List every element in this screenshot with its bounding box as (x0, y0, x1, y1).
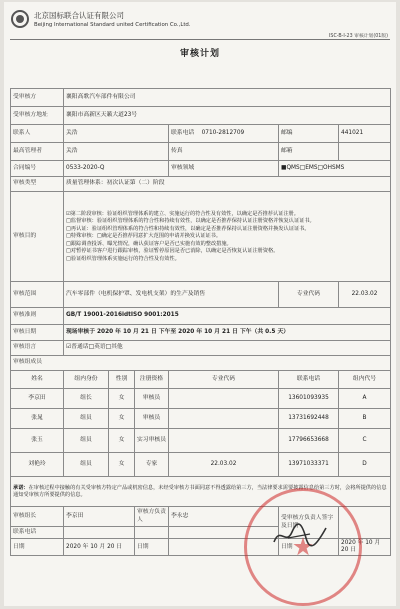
audit-type-label: 审核类型 (11, 177, 64, 192)
audit-plan-table (10, 88, 391, 556)
member-code (169, 409, 279, 429)
table-row (11, 389, 391, 409)
member-name: 张晁 (11, 409, 64, 429)
leader-label: 审核组长 (11, 507, 64, 527)
row-manager (11, 143, 391, 161)
company-logo-icon (11, 10, 29, 28)
audit-type-value: 质量管理体系：初次认证第（二）阶段 (64, 177, 391, 192)
member-phone: 17796653668 (279, 429, 339, 453)
contract-value: 0533-2020-Q (64, 161, 169, 177)
manager-value: 关浩 (64, 143, 169, 161)
table-row (11, 453, 391, 477)
row-audit-type (11, 177, 391, 192)
member-sex: 女 (109, 389, 135, 409)
contract-label: 合同编号 (11, 161, 64, 177)
purpose-item: □跟踪调查投诉、曝光情况，确认获证客户是否已实施有效的整改措施。 (66, 240, 232, 247)
member-sex: 女 (109, 453, 135, 477)
member-qual: 审核员 (135, 389, 169, 409)
auditee-label: 受审核方 (11, 89, 64, 107)
member-sex: 女 (109, 409, 135, 429)
address-value: 襄阳市高新区天籁大道23号 (64, 107, 391, 125)
purpose-item: □特殊审核：□确定是否推荐同意扩大范围的申请并换发认证证书。 (66, 233, 222, 240)
zip-value: 441021 (339, 125, 391, 143)
member-code (169, 429, 279, 453)
email-value (339, 143, 391, 161)
criteria-label: 审核准则 (11, 308, 64, 325)
phone-label (169, 125, 279, 143)
document-title: 审核计划 (179, 49, 220, 59)
purpose-label: 审核目的 (11, 192, 64, 282)
email-label: 邮箱 (279, 143, 339, 161)
date-label-2: 日期 (135, 539, 169, 556)
row-address (11, 107, 391, 125)
date-value-1: 2020 年 10 月 20 日 (64, 539, 135, 556)
language-value: ☑普通话□英语□其他 (64, 341, 391, 356)
member-role: 组员 (64, 453, 109, 477)
row-contract (11, 161, 391, 177)
purpose-item: □对暂停证书客户进行跟踪审核，验证暂停原因是否已消除，以确定是否恢复认证注册资格。 (66, 248, 279, 255)
member-phone: 13971033371 (279, 453, 339, 477)
contact-label: 联系人 (11, 125, 64, 143)
commitment-body: 在审核过程中接触的有关受审核方特定产品或机密信息，未经受审核方书面同意不得透露给第三方，当法律要求需要披露信息给第三方时，会将所提供的信息通知受审核方所要提供的信息。 (13, 485, 387, 498)
table-row (11, 409, 391, 429)
purpose-item: ☑第二阶段审核：验证组织管理体系的建立、实施运行的符合性及有效性，以确定是否推荐认证注册。 (66, 210, 299, 217)
team-header-cell: 联系电话 (279, 371, 339, 389)
scope-value: 汽车零部件（电机保护罩、发电机支架）的生产及销售 (64, 282, 279, 308)
manager-label: 最高管理者 (11, 143, 64, 161)
date-value-2: 2020 年 10 月 20 日 (339, 539, 391, 556)
phone-value: 0710-2812709 (201, 129, 245, 136)
member-code (169, 389, 279, 409)
team-header-cell: 性别 (109, 371, 135, 389)
phone-label-text: 联系电话 (171, 129, 195, 136)
member-tag: A (339, 389, 391, 409)
contact-value: 关浩 (64, 125, 169, 143)
handwritten-signature (270, 520, 330, 550)
member-tag: B (339, 409, 391, 429)
org-name-en: Beijing International Standard united Certification Co.,Ltd. (34, 22, 191, 28)
team-header-row (11, 371, 391, 389)
field-value: ■QMS□EMS□OHSMS (279, 161, 391, 177)
scope-label: 审核范围 (11, 282, 64, 308)
field-label: 审核领域 (169, 161, 279, 177)
row-dates (11, 325, 391, 341)
zip-label: 邮编 (279, 125, 339, 143)
member-role: 组长 (64, 389, 109, 409)
document-number: ISC-B-I-23 审核计划(01版) (329, 34, 388, 39)
member-code: 22.03.02 (169, 453, 279, 477)
member-phone: 13731692448 (279, 409, 339, 429)
member-qual: 审核员 (135, 409, 169, 429)
member-name: 刘艳玲 (11, 453, 64, 477)
member-name: 张玉 (11, 429, 64, 453)
language-label: 审核语言 (11, 341, 64, 356)
row-criteria (11, 308, 391, 325)
contact-phone-label: 联系电话 (11, 527, 64, 539)
row-team-title (11, 356, 391, 371)
member-tag: C (339, 429, 391, 453)
leader-value: 李京田 (64, 507, 135, 527)
scope-code-value: 22.03.02 (339, 282, 391, 308)
contact-phone-value (64, 527, 135, 539)
team-header-cell: 组内身份 (64, 371, 109, 389)
commitment-label: 承诺： (13, 485, 29, 491)
purpose-list (64, 192, 391, 282)
team-header-cell: 姓名 (11, 371, 64, 389)
org-name-cn: 北京国标联合认证有限公司 (34, 11, 124, 20)
team-header-cell: 注册资格 (135, 371, 169, 389)
member-role: 组员 (64, 409, 109, 429)
approver-label: 审核方负责人 (135, 507, 169, 527)
member-tag: D (339, 453, 391, 477)
criteria-value: GB/T 19001-2016idtISO 9001:2015 (64, 308, 391, 325)
purpose-item: □再认证：验证组织管理体系的符合性和持续有效性，以确定是否推荐保持认证注册资格并换发认证证书。 (66, 225, 310, 232)
blank-cell (135, 527, 169, 539)
scope-code-label: 专业代码 (279, 282, 339, 308)
row-contact (11, 125, 391, 143)
approver-value: 李永忠 (169, 507, 279, 527)
address-label: 受审核方地址 (11, 107, 64, 125)
dates-label: 审核日期 (11, 325, 64, 341)
table-row (11, 429, 391, 453)
purpose-item: □验证组织管理体系实施运行的符合性及有效性。 (66, 255, 180, 262)
member-qual: 实习审核员 (135, 429, 169, 453)
member-qual: 专家 (135, 453, 169, 477)
row-language (11, 341, 391, 356)
team-header-cell: 专业代码 (169, 371, 279, 389)
dates-value: 现场审核于 2020 年 10 月 21 日 下午至 2020 年 10 月 21 日 下午（共 0.5 天） (64, 325, 391, 341)
audit-plan-document (4, 2, 396, 606)
fax-label: 传真 (169, 143, 279, 161)
date-label-3: 日期 (279, 539, 339, 556)
member-phone: 13601093935 (279, 389, 339, 409)
row-scope (11, 282, 391, 308)
row-purpose (11, 192, 391, 282)
team-header-cell: 组内代号 (339, 371, 391, 389)
member-sex: 女 (109, 429, 135, 453)
confirm-label: 受审核方负责人签字及日期 (279, 507, 339, 539)
member-name: 李京田 (11, 389, 64, 409)
auditee-value: 襄阳高歌汽车部件有限公司 (64, 89, 391, 107)
member-role: 组员 (64, 429, 109, 453)
header-divider (10, 39, 390, 40)
date-label: 日期 (11, 539, 64, 556)
row-auditee (11, 89, 391, 107)
team-section-label: 审核组成员 (11, 356, 391, 371)
purpose-item: □监督审核：验证组织管理体系的符合性和持续有效性，以确定是否推荐保持认证注册资格并恢复认证证书。 (66, 218, 315, 225)
